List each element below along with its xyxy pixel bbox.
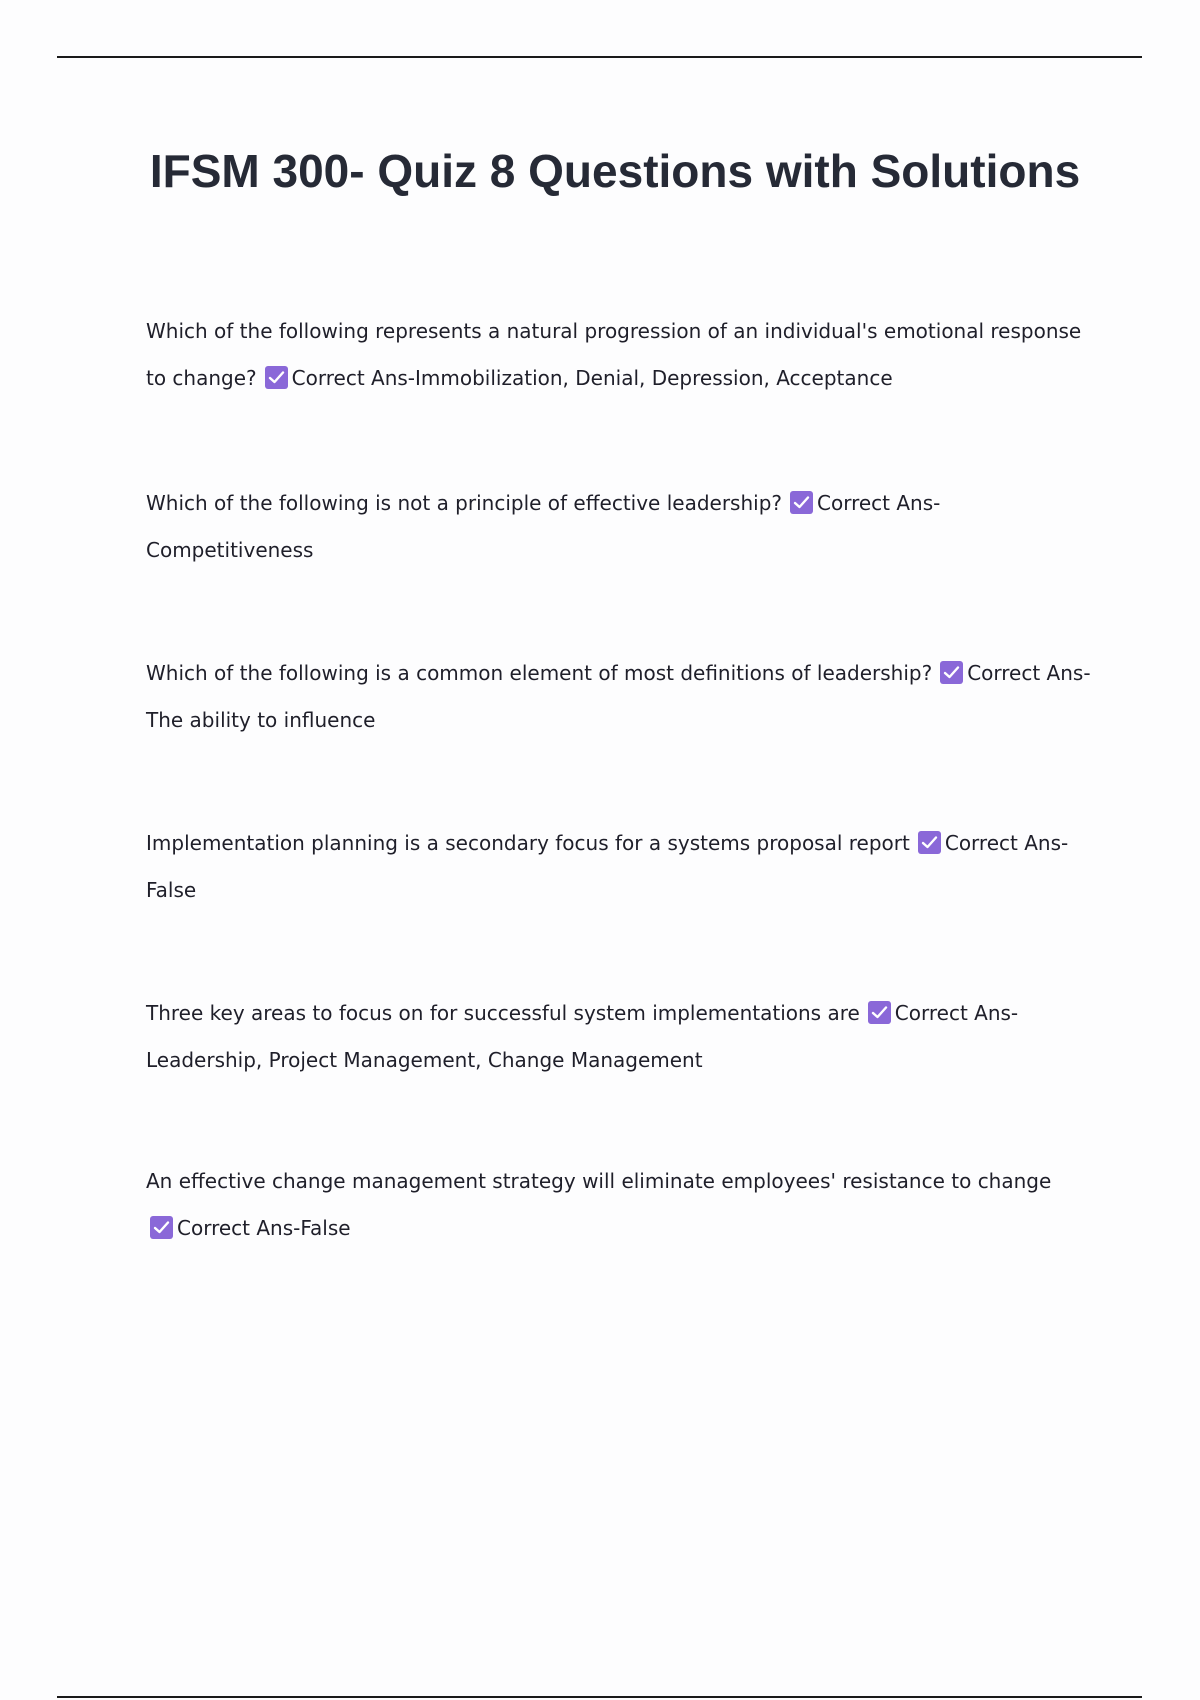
question-text: Which of the following is not a principle of effective leadership? <box>146 491 783 515</box>
question-text: An effective change management strategy will eliminate employees' resistance to change <box>146 1169 1052 1193</box>
checkbox-checked-icon <box>790 491 813 514</box>
answer-text: Correct Ans-False <box>177 1216 351 1240</box>
question-text: Three key areas to focus on for successful system implementations are <box>146 1001 860 1025</box>
answer-text: Correct Ans-Leadership, Project Management, Change Management <box>146 1001 1019 1072</box>
qa-item <box>146 308 1096 402</box>
question-text: Implementation planning is a secondary focus for a systems proposal report <box>146 831 910 855</box>
checkbox-checked-icon <box>868 1001 891 1024</box>
bottom-rule <box>57 1696 1142 1698</box>
question-text: Which of the following represents a natural progression of an individual's emotional response to change? <box>146 319 1082 390</box>
checkbox-checked-icon <box>918 831 941 854</box>
qa-item <box>146 1158 1096 1252</box>
checkbox-checked-icon <box>150 1216 173 1239</box>
checkbox-checked-icon <box>265 366 288 389</box>
answer-text: Correct Ans-The ability to influence <box>146 661 1091 732</box>
qa-item <box>146 820 1096 914</box>
qa-item <box>146 650 1096 744</box>
question-text: Which of the following is a common element of most definitions of leadership? <box>146 661 933 685</box>
qa-item <box>146 990 1096 1084</box>
page-title: IFSM 300- Quiz 8 Questions with Solutions <box>149 145 1081 197</box>
top-rule <box>57 56 1142 58</box>
checkbox-checked-icon <box>940 661 963 684</box>
answer-text: Correct Ans-Competitiveness <box>146 491 941 562</box>
answer-text: Correct Ans-False <box>146 831 1069 902</box>
answer-text: Correct Ans-Immobilization, Denial, Depression, Acceptance <box>291 366 893 390</box>
qa-item <box>146 480 1096 574</box>
